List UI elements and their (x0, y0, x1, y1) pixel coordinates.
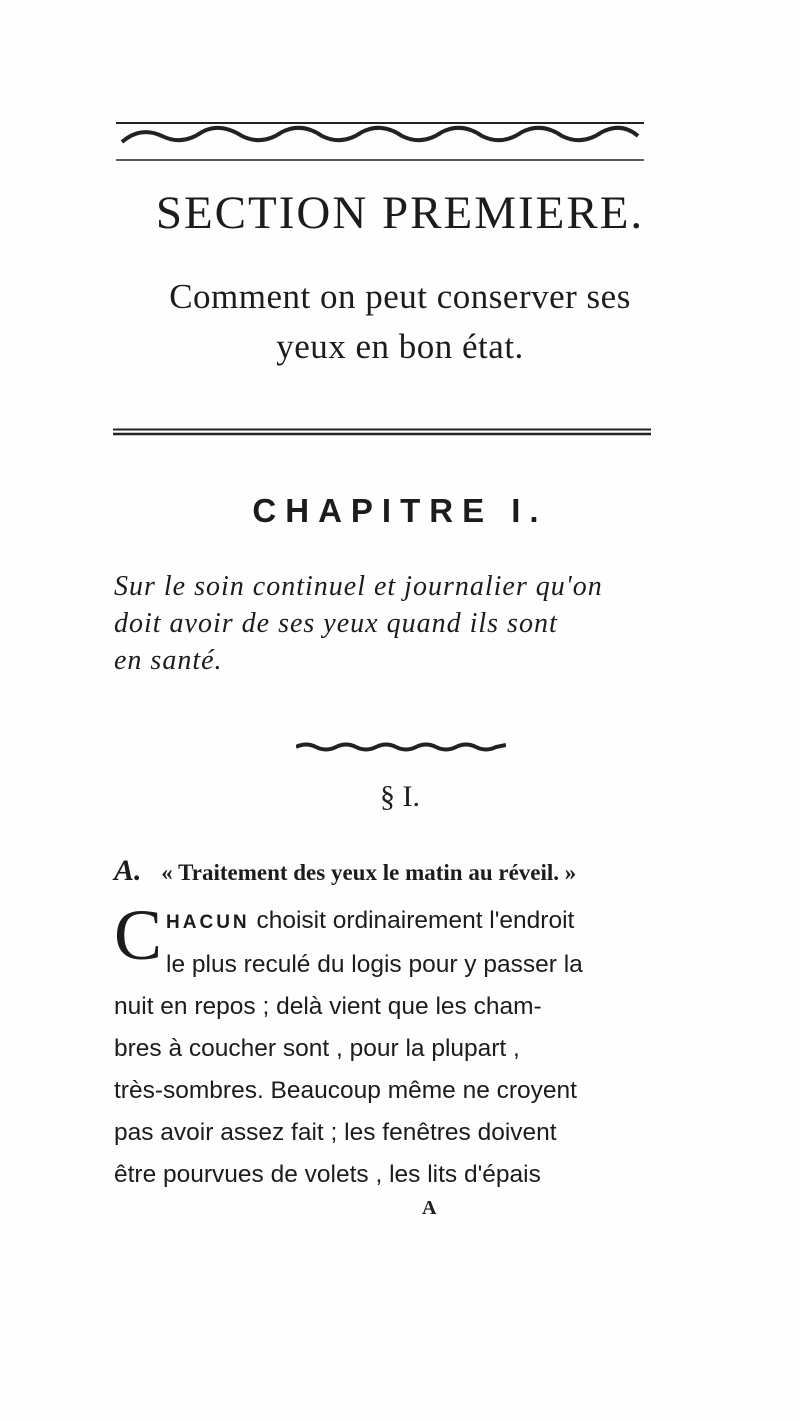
signature-mark: A (422, 1197, 437, 1219)
subsection-marker: A. (114, 854, 142, 887)
top-ornament-band (116, 120, 644, 164)
drop-cap: C (114, 895, 163, 975)
body-line: pas avoir assez fait ; les fenêtres doivent (114, 1119, 557, 1146)
chapter-subtitle-line: Sur le soin continuel et journalier qu'on (114, 571, 603, 602)
body-line: nuit en repos ; delà vient que les cham- (114, 993, 542, 1020)
first-word-small-caps: HACUN (166, 912, 250, 933)
double-rule-divider (113, 428, 651, 436)
section-subtitle-line: yeux en bon état. (276, 327, 524, 366)
body-line: très-sombres. Beaucoup même ne croyent (114, 1077, 577, 1104)
section-title: SECTION PREMIERE. (155, 187, 645, 239)
subsection-heading (114, 854, 674, 888)
body-line (114, 900, 656, 944)
body-line-text: choisit ordinairement l'endroit (249, 907, 575, 934)
chapter-subtitle-line: doit avoir de ses yeux quand ils sont (114, 608, 558, 639)
body-line: le plus reculé du logis pour y passer la (166, 951, 583, 978)
chapter-title: CHAPITRE I. (252, 492, 548, 529)
small-ornament (296, 742, 506, 752)
chapter-subtitle-line: en santé. (114, 645, 223, 676)
chapter-subtitle (114, 568, 654, 679)
section-subtitle (0, 272, 800, 372)
body-line: bres à coucher sont , pour la plupart , (114, 1035, 520, 1062)
paragraph-number: § I. (380, 780, 420, 813)
body-paragraph (114, 895, 656, 1196)
section-subtitle-line: Comment on peut conserver ses (169, 277, 631, 316)
subsection-heading-text: « Traitement des yeux le matin au réveil. » (161, 860, 577, 885)
body-line: être pourvues de volets , les lits d'épais (114, 1161, 541, 1188)
